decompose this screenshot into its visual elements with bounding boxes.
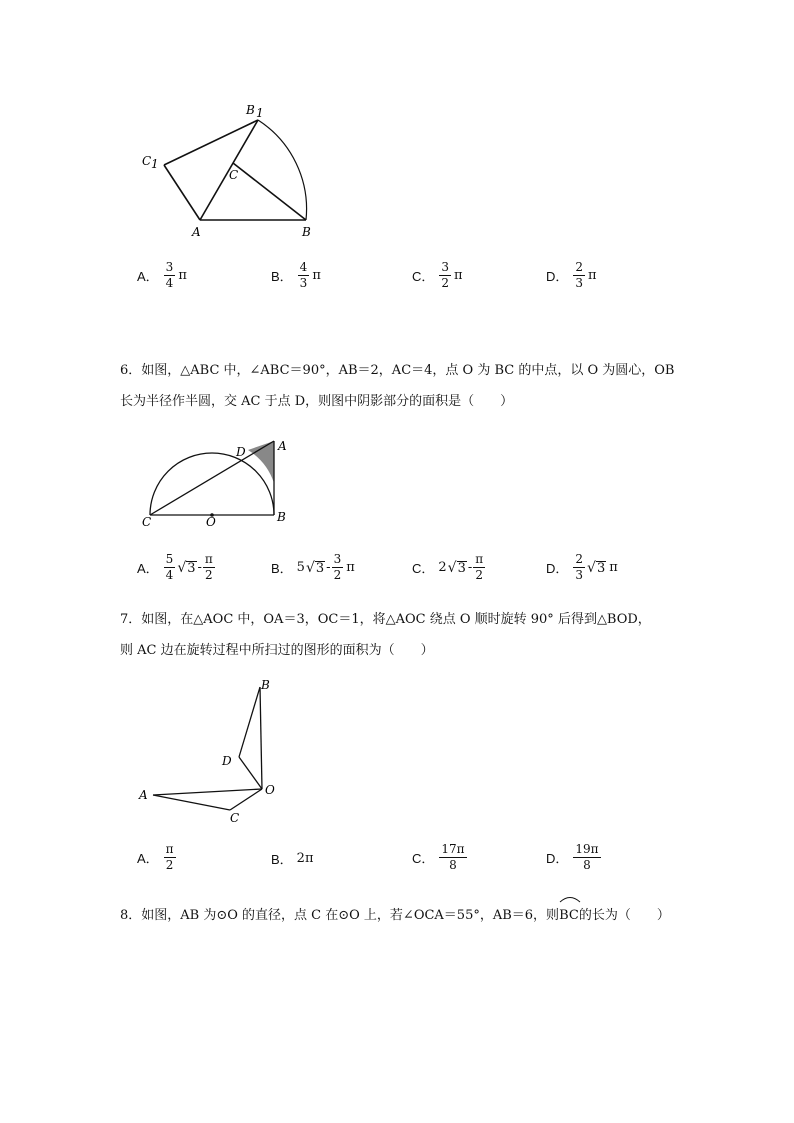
- q7-text: [120, 604, 720, 666]
- sqrt: √ 3: [177, 559, 196, 576]
- q6-label-a: A: [278, 439, 287, 453]
- fraction: $\frac{3}{2}$: [333, 552, 342, 582]
- q5-label-b1: B: [246, 103, 255, 117]
- option-letter: A．: [137, 269, 159, 284]
- q6-option-c[interactable]: C． 2 √ 3 - $\frac{\pi}{2}$: [412, 552, 484, 582]
- q5-label-a: A: [192, 225, 201, 239]
- fraction: $\frac{17\pi}{8}$: [441, 842, 465, 872]
- q5-option-b[interactable]: B． $\frac{4}{3}$ π: [271, 260, 321, 290]
- q5-label-c1-sub: 1: [151, 157, 159, 171]
- q6-text: [120, 355, 720, 417]
- q6-label-c: C: [142, 515, 152, 529]
- fraction: $\frac{19\pi}{8}$: [575, 842, 599, 872]
- q8-text-after: 的长为（ ）: [578, 908, 670, 923]
- q5-option-d[interactable]: D． $\frac{2}{3}$ π: [546, 260, 597, 290]
- fraction: $\frac{3}{4}$: [165, 260, 174, 290]
- q7-line2: 则 AC 边在旋转过程中所扫过的图形的面积为（ ）: [120, 643, 434, 658]
- q6-label-d: D: [236, 445, 246, 459]
- sqrt: √ 3: [587, 559, 606, 576]
- q6-label-o: O: [206, 515, 216, 529]
- fraction: $\frac{5}{4}$: [165, 552, 174, 582]
- q5-label-b1-sub: 1: [256, 106, 264, 120]
- q6-line2: 长为半径作半圆，交 AC 于点 D，则图中阴影部分的面积是（ ）: [120, 394, 514, 409]
- option-letter: C．: [412, 269, 435, 284]
- q5-option-c[interactable]: C． $\frac{3}{2}$ π: [412, 260, 463, 290]
- q7-option-c[interactable]: C． $\frac{17\pi}{8}$: [412, 842, 465, 872]
- fraction: $\frac{\pi}{2}$: [204, 552, 213, 582]
- q7-option-b[interactable]: B． 2π: [271, 851, 314, 867]
- q8-arc: BC: [559, 897, 579, 931]
- q5-label-b: B: [302, 225, 311, 239]
- q6-label-b: B: [277, 510, 286, 524]
- q6-option-a[interactable]: A． $\frac{5}{4}$ √ 3 - $\frac{\pi}{2}$: [137, 552, 213, 582]
- q5-label-c: C: [229, 168, 239, 182]
- q5-label-c1: C: [142, 154, 152, 168]
- q7-label-d: D: [222, 754, 232, 768]
- q6-figure: [138, 435, 298, 530]
- fraction: $\frac{4}{3}$: [299, 260, 308, 290]
- q6-line1: 6．如图，△ABC 中，∠ABC＝90°，AB＝2，AC＝4，点 O 为 BC 的中点，以 O 为圆心，OB: [120, 363, 675, 378]
- q7-figure: [133, 675, 293, 830]
- q7-label-c: C: [230, 811, 240, 825]
- q5-option-a[interactable]: A． $\frac{3}{4}$ π: [137, 260, 187, 290]
- q7-label-a: A: [139, 788, 148, 802]
- q7-option-d[interactable]: D． $\frac{19\pi}{8}$: [546, 842, 599, 872]
- fraction: $\frac{\pi}{2}$: [165, 842, 174, 872]
- q6-option-b[interactable]: B． 5 √ 3 - $\frac{3}{2}$ π: [271, 552, 355, 582]
- q7-label-b: B: [261, 678, 270, 692]
- q7-line1: 7．如图，在△AOC 中，OA＝3，OC＝1，将△AOC 绕点 O 顺时旋转 90° 后得到△BOD，: [120, 612, 651, 627]
- fraction: $\frac{3}{2}$: [441, 260, 450, 290]
- fraction: $\frac{2}{3}$: [575, 260, 584, 290]
- fraction: $\frac{2}{3}$: [575, 552, 584, 582]
- sqrt: √ 3: [447, 559, 466, 576]
- q7-label-o: O: [265, 783, 275, 797]
- q7-option-a[interactable]: A． $\frac{\pi}{2}$: [137, 842, 174, 872]
- option-letter: D．: [546, 269, 569, 284]
- q5-figure: [130, 95, 330, 245]
- q8-text-before: 8．如图，AB 为⊙O 的直径，点 C 在⊙O 上，若∠OCA＝55°，AB＝6，则: [120, 908, 560, 923]
- fraction: $\frac{\pi}{2}$: [475, 552, 484, 582]
- option-letter: B．: [271, 269, 293, 284]
- sqrt: √ 3: [305, 559, 325, 576]
- q6-option-d[interactable]: D． $\frac{2}{3}$ √ 3 π: [546, 552, 618, 582]
- q8-text: [120, 897, 720, 931]
